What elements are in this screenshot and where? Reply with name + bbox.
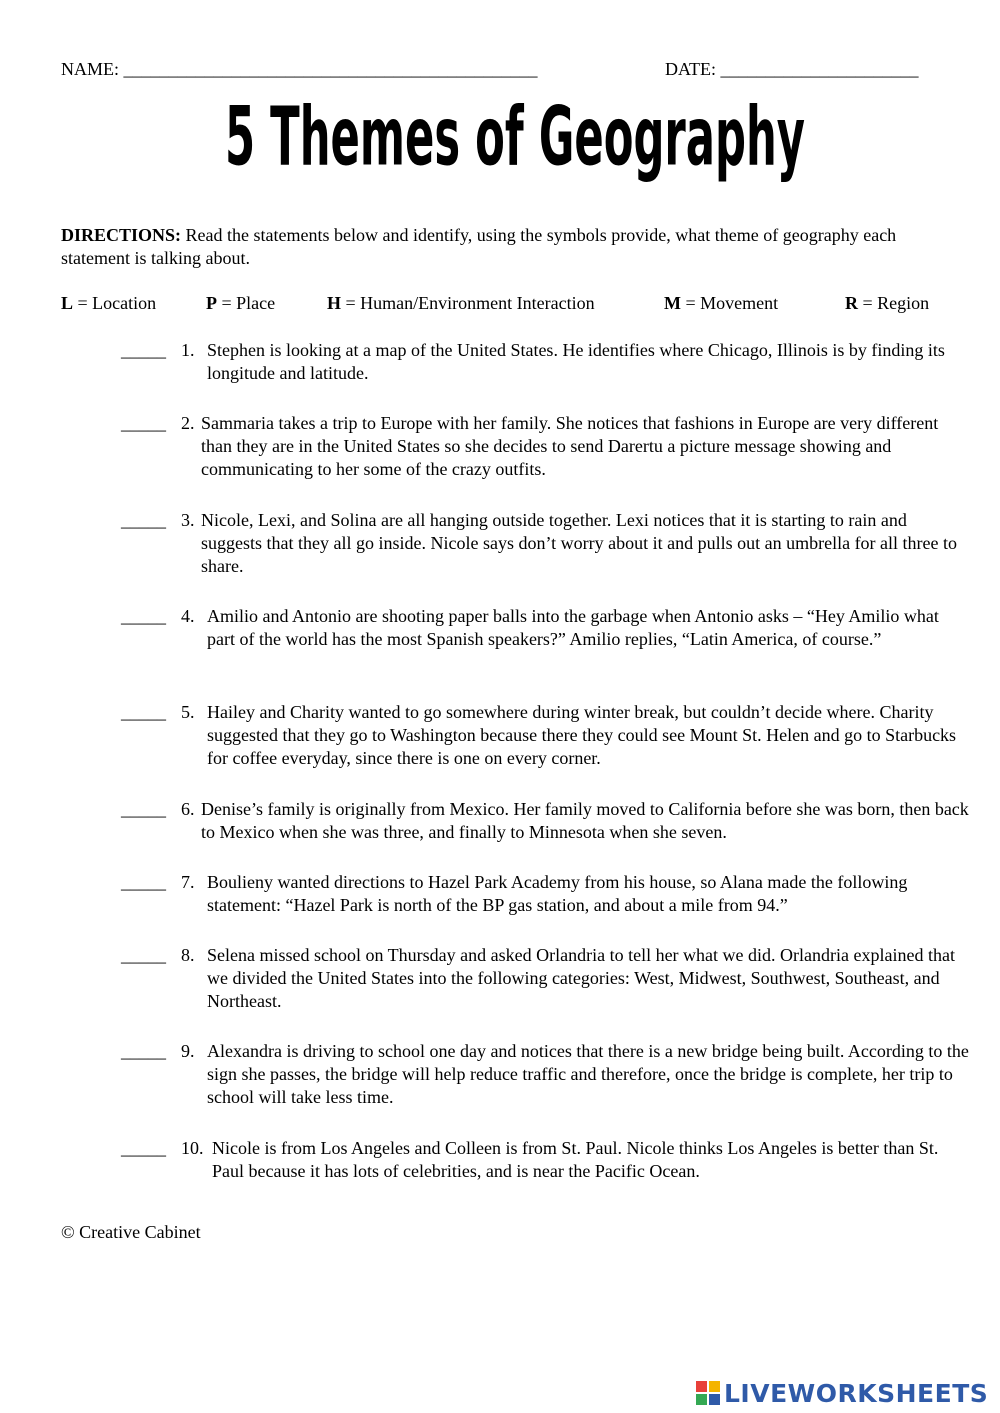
answer-blank[interactable]: _____ [121, 872, 166, 892]
answer-blank[interactable]: _____ [121, 413, 166, 433]
key-human-environment [327, 293, 595, 314]
answer-blank[interactable]: _____ [121, 1138, 166, 1158]
question-text: Hailey and Charity wanted to go somewhere during winter break, but couldn’t decide where. Charity suggested that they go to Washington because there they could see Mount St. Helen and go to Starbucks for coffee everyday, since there is one on every corner. [207, 702, 957, 768]
question-number: 8. [181, 945, 195, 965]
answer-blank[interactable]: _____ [121, 1041, 166, 1061]
logo-squares-icon [696, 1381, 720, 1405]
liveworksheets-logo [696, 1379, 996, 1409]
question-text: Selena missed school on Thursday and asked Orlandria to tell her what we did. Orlandria explained that we divided the United States into the following categories: West, Midwest, Southwest, Southeast, and Northeast. [207, 945, 955, 1011]
answer-blank[interactable]: _____ [121, 702, 166, 722]
worksheet-title-text: 5 Themes of Geography [225, 89, 806, 184]
name-field-label: NAME: ______________________________________________ [61, 59, 538, 79]
question-number: 4. [181, 606, 195, 626]
question-text: Stephen is looking at a map of the United States. He identifies where Chicago, Illinois is by finding its longitude and latitude. [207, 340, 945, 383]
question-9 [121, 1040, 971, 1109]
answer-blank[interactable]: _____ [121, 799, 166, 819]
answer-blank[interactable]: _____ [121, 606, 166, 626]
key-meaning: = Region [862, 293, 930, 313]
question-text: Denise’s family is originally from Mexico. Her family moved to California before she was born, then back to Mexico when she was three, and finally to Minnesota when she seven. [201, 799, 969, 842]
question-text: Boulieny wanted directions to Hazel Park Academy from his house, so Alana made the following statement: “Hazel Park is north of the BP gas station, and about a mile from 94.” [207, 872, 908, 915]
key-meaning: = Human/Environment Interaction [345, 293, 595, 313]
key-letter: R [845, 293, 858, 313]
worksheet-title [220, 86, 810, 198]
question-6 [121, 798, 971, 844]
question-text: Sammaria takes a trip to Europe with her family. She notices that fashions in Europe are very different than they are in the United States so she decides to send Darertu a picture message showing and communicating to her some of the crazy outfits. [201, 413, 939, 479]
key-meaning: = Location [77, 293, 157, 313]
question-number: 7. [181, 872, 195, 892]
key-region [845, 293, 929, 314]
question-8 [121, 944, 971, 1013]
key-meaning: = Place [221, 293, 276, 313]
question-number: 10. [181, 1138, 204, 1158]
logo-square-yellow [709, 1381, 720, 1392]
answer-blank[interactable]: _____ [121, 340, 166, 360]
key-letter: L [61, 293, 74, 313]
key-meaning: = Movement [685, 293, 779, 313]
key-location [61, 293, 156, 314]
question-number: 3. [181, 510, 195, 530]
question-2 [121, 412, 971, 481]
theme-key [61, 293, 961, 317]
key-movement [664, 293, 778, 314]
question-3 [121, 509, 971, 578]
question-number: 5. [181, 702, 195, 722]
question-number: 2. [181, 413, 195, 433]
answer-blank[interactable]: _____ [121, 510, 166, 530]
logo-square-blue [709, 1394, 720, 1405]
key-place [206, 293, 275, 314]
key-letter: H [327, 293, 342, 313]
question-5 [121, 701, 971, 770]
logo-square-red [696, 1381, 707, 1392]
question-number: 6. [181, 799, 195, 819]
header-row [61, 59, 960, 85]
logo-square-green [696, 1394, 707, 1405]
directions-text: Read the statements below and identify, using the symbols provide, what theme of geography each statement is talking about. [61, 225, 897, 268]
logo-text: LIVEWORKSHEETS [724, 1379, 989, 1408]
question-text: Nicole, Lexi, and Solina are all hanging outside together. Lexi notices that it is starting to rain and suggests that they all go inside. Nicole says don’t worry about it and pulls out an umbrella for all three to share. [201, 510, 958, 576]
question-10 [121, 1137, 971, 1183]
key-letter: M [664, 293, 681, 313]
question-1 [121, 339, 971, 385]
question-number: 1. [181, 340, 195, 360]
directions [61, 224, 961, 270]
key-letter: P [206, 293, 217, 313]
directions-label: DIRECTIONS: [61, 225, 182, 245]
question-7 [121, 871, 971, 917]
question-text: Nicole is from Los Angeles and Colleen is from St. Paul. Nicole thinks Los Angeles is better than St. Paul because it has lots of celebrities, and is near the Pacific Ocean. [212, 1138, 939, 1181]
question-text: Amilio and Antonio are shooting paper balls into the garbage when Antonio asks – “Hey Amilio what part of the world has the most Spanish speakers?” Amilio replies, “Latin America, of course.” [207, 606, 939, 649]
question-number: 9. [181, 1041, 195, 1061]
copyright-notice: © Creative Cabinet [61, 1222, 201, 1242]
question-text: Alexandra is driving to school one day and notices that there is a new bridge being built. According to the sign she passes, the bridge will help reduce traffic and therefore, once the bridge is complete, her trip to school will take less time. [207, 1041, 969, 1107]
answer-blank[interactable]: _____ [121, 945, 166, 965]
date-field-label: DATE: ______________________ [665, 59, 919, 79]
question-4 [121, 605, 971, 651]
